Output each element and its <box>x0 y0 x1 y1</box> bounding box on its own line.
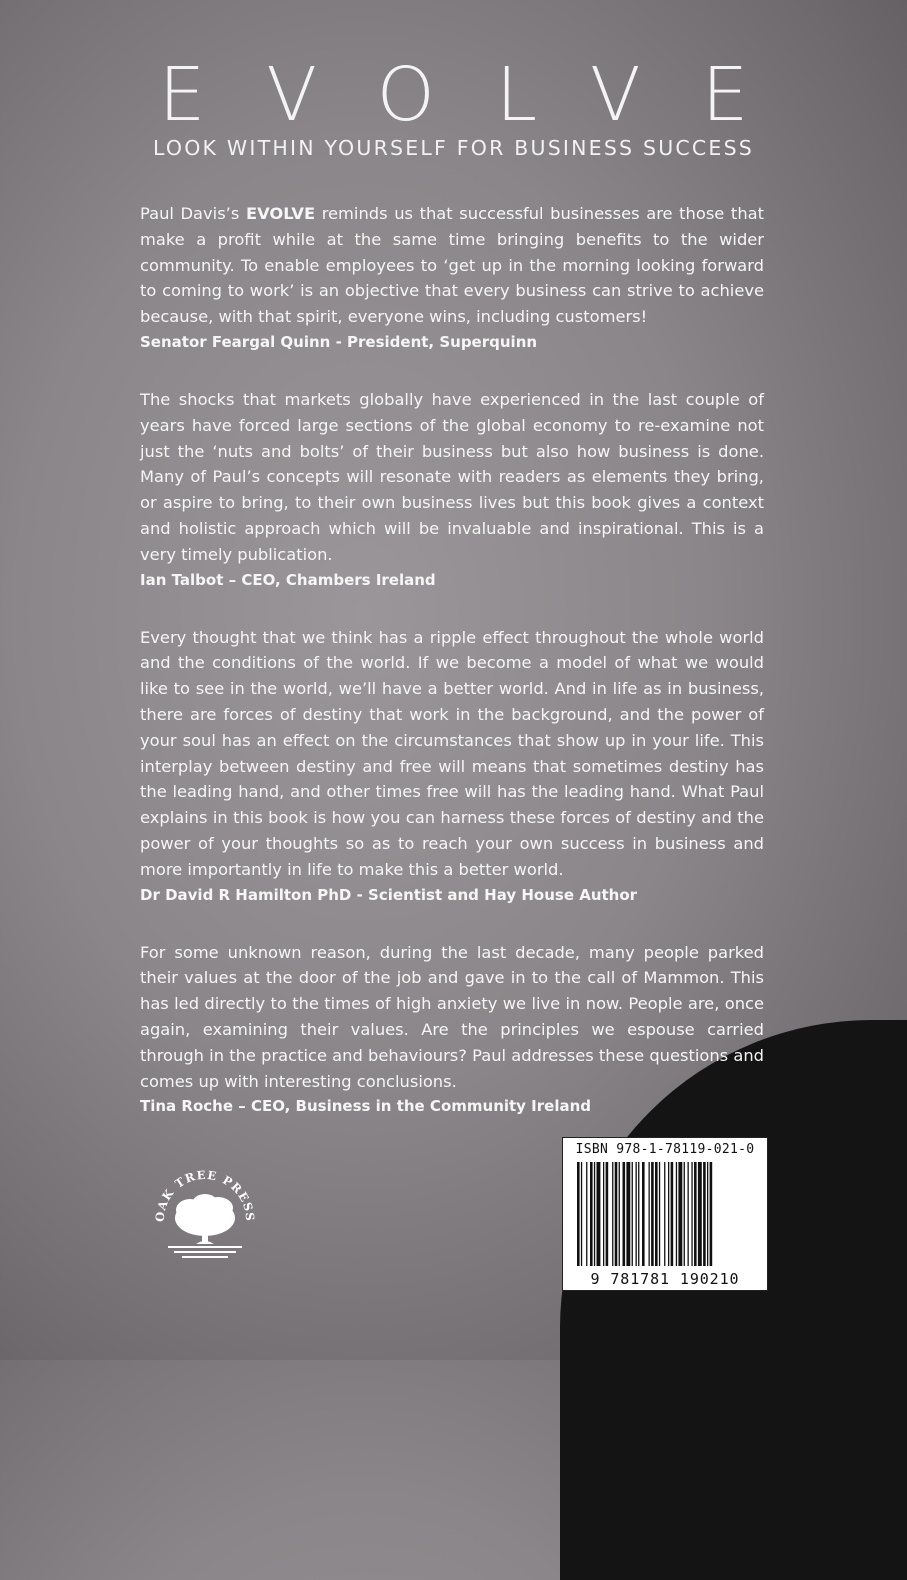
barcode-bar <box>707 1162 708 1266</box>
endorsements <box>140 201 764 1151</box>
endorsement-attribution: Dr David R Hamilton PhD - Scientist and Hay House Author <box>140 885 638 904</box>
isbn-digits: 9 781781 190210 <box>590 1270 740 1288</box>
endorsement-text: Paul Davis’s EVOLVE reminds us that successful businesses are those that make a profit while at the same time bringing benefits to the wider community. To enable employees to ‘get up in the morning looking forward to coming to work’ is an objective that every business can strive to achieve because, with that spirit, everyone wins, including customers! <box>140 204 764 327</box>
barcode-bar <box>615 1162 618 1266</box>
barcode-bar <box>594 1162 595 1266</box>
endorsement-attribution: Senator Feargal Quinn - President, Superquinn <box>140 332 538 351</box>
endorsement-text: For some unknown reason, during the last decade, many people parked their values at the door of the job and gave in to the call of Mammon. This has led directly to the times of high anxiety we live in now. People are, once again, examining their values. Are the principles we espouse carried through in the practice and behaviours? Paul addresses these questions and comes up with interesting conclusions. <box>140 942 764 1091</box>
barcode-bar <box>586 1162 587 1266</box>
barcode-bar <box>659 1162 660 1266</box>
barcode-bar <box>636 1162 637 1266</box>
publisher-name: OAK TREE PRESS <box>152 1167 258 1223</box>
barcode-bar <box>577 1162 580 1266</box>
barcode-bar <box>581 1162 582 1266</box>
oak-tree-icon <box>150 1158 260 1268</box>
barcode-bar <box>668 1162 669 1266</box>
endorsement-text: Every thought that we think has a ripple effect throughout the whole world and the conditions of the world. If we become a model of what we would like to see in the world, we’ll have a better world. And in life as in business, there are forces of destiny that work in the background, and the power of your soul has an effect on the circumstances that show up in your life. This interplay between destiny and free will means that sometimes destiny has the leading hand, and other times free will has the leading hand. What Paul explains in this book is how you can harness these forces of destiny and the power of your thoughts so as to reach your own success in business and more importantly in life to make this a better world. <box>140 627 764 879</box>
isbn-label: ISBN 978-1-78119-021-0 <box>575 1142 755 1157</box>
barcode-bar <box>597 1162 601 1266</box>
barcode-bar <box>694 1162 697 1266</box>
barcode-bar <box>626 1162 630 1266</box>
barcode-bar <box>603 1162 604 1266</box>
isbn-barcode <box>562 1137 768 1291</box>
barcode-bar <box>651 1162 654 1266</box>
endorsement-attribution: Ian Talbot – CEO, Chambers Ireland <box>140 570 436 589</box>
barcode-bar <box>649 1162 650 1266</box>
barcode-bar <box>612 1162 613 1266</box>
endorsement-roche <box>140 940 764 1119</box>
endorsement-quinn <box>140 201 764 354</box>
barcode-bar <box>676 1162 677 1266</box>
barcode-bar <box>688 1162 689 1266</box>
barcode-bar <box>655 1162 658 1266</box>
barcode-bar <box>642 1162 645 1266</box>
barcode-bar <box>698 1162 702 1266</box>
barcode-bar <box>710 1162 713 1266</box>
barcode-bar <box>623 1162 626 1266</box>
barcode-bar <box>619 1162 620 1266</box>
book-title-inline: EVOLVE <box>245 204 316 223</box>
book-subtitle: LOOK WITHIN YOURSELF FOR BUSINESS SUCCESS <box>152 136 755 160</box>
endorsement-text: The shocks that markets globally have experienced in the last couple of years have forced large sections of the global economy to re-examine not just the ‘nuts and bolts’ of their business but also how business is done. Many of Paul’s concepts will resonate with readers as elements they bring, or aspire to bring, to their own business lives but this book gives a context and holistic approach which will be invaluable and inspirational. This is a very timely publication. <box>140 389 764 564</box>
barcode-bar <box>678 1162 682 1266</box>
endorsement-hamilton <box>140 625 764 907</box>
endorsement-talbot <box>140 387 764 592</box>
barcode-bar <box>638 1162 639 1266</box>
barcode-bar <box>684 1162 685 1266</box>
barcode-bar <box>703 1162 706 1266</box>
barcode-bar <box>590 1162 593 1266</box>
endorsement-attribution: Tina Roche – CEO, Business in the Community Ireland <box>140 1097 592 1116</box>
barcode-bar <box>606 1162 609 1266</box>
barcode-bars <box>577 1162 753 1266</box>
barcode-bar <box>664 1162 665 1266</box>
barcode-bar <box>632 1162 633 1266</box>
barcode-bar <box>671 1162 674 1266</box>
barcode-bar <box>691 1162 692 1266</box>
book-title: EVOLVE <box>158 52 810 138</box>
